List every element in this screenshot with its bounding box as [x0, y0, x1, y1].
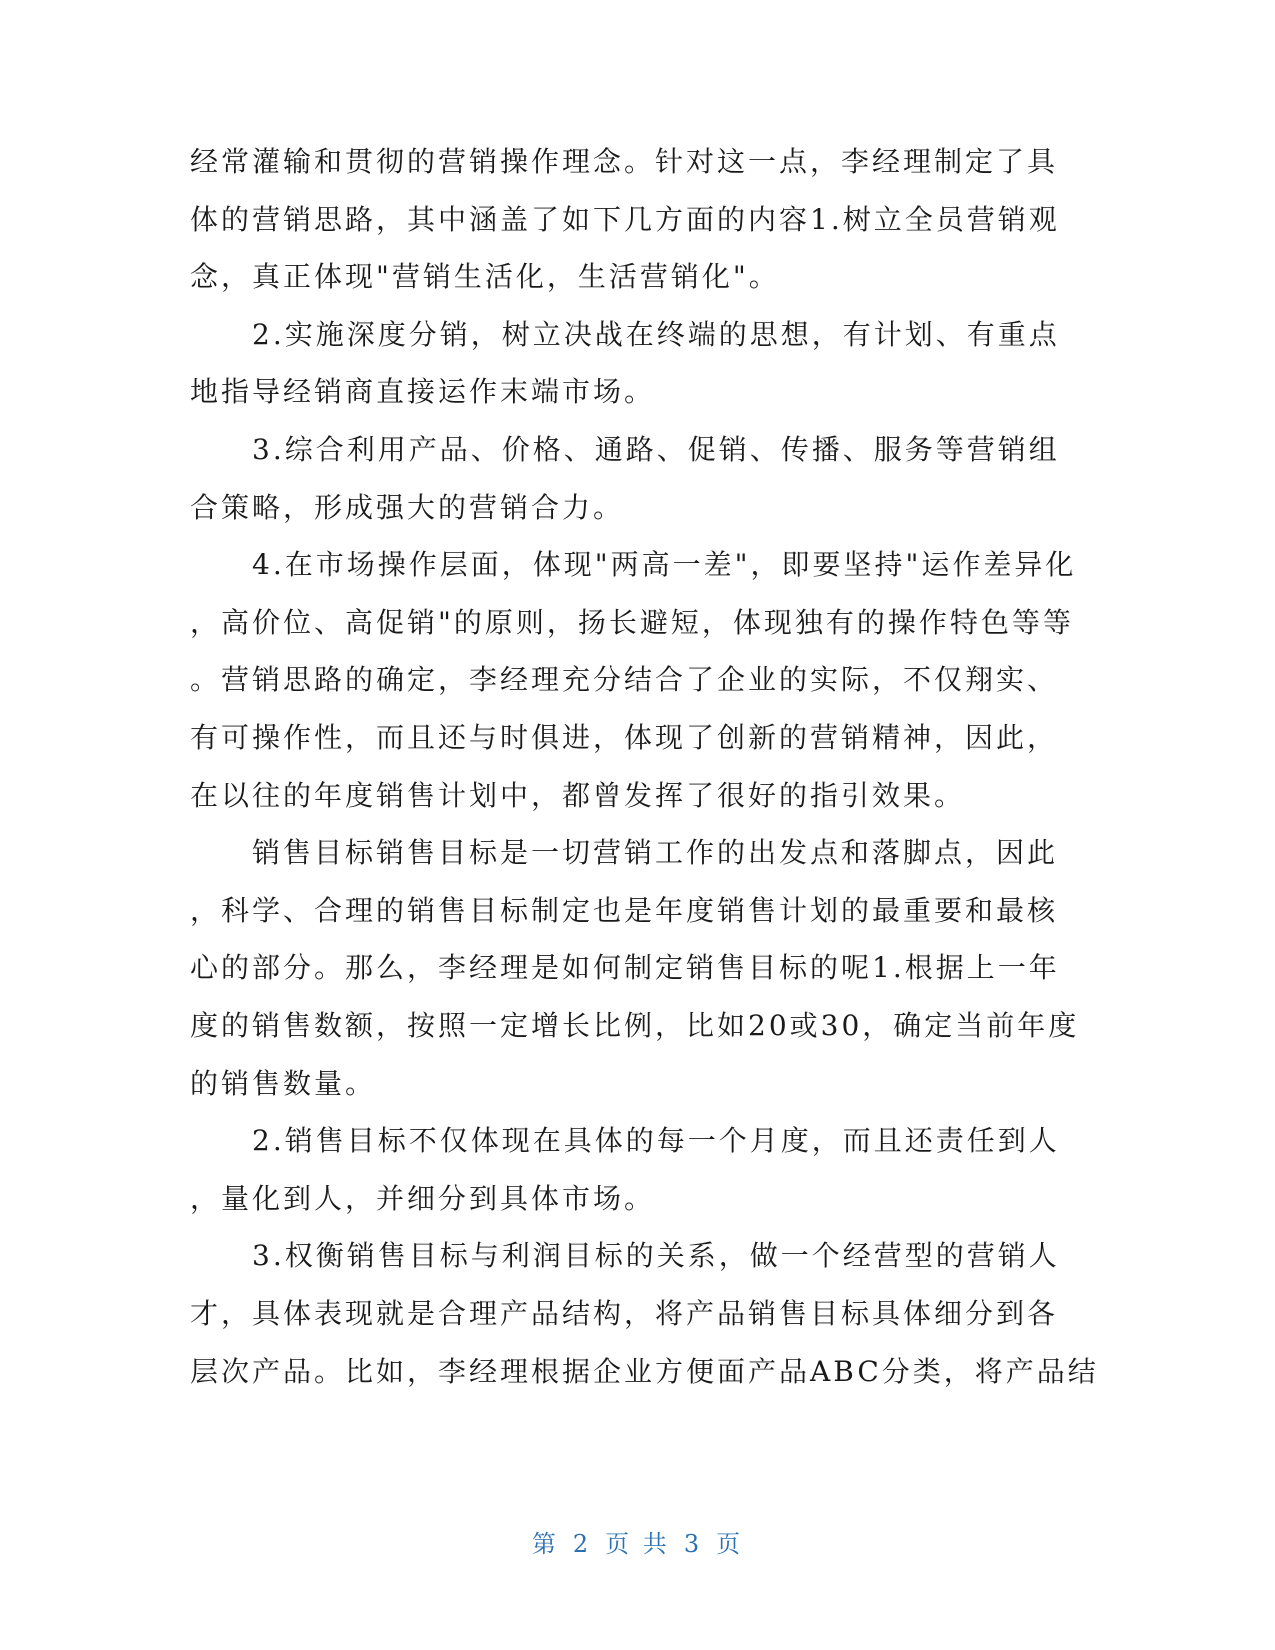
text-line: 度的销售数额，按照一定增长比例，比如20或30，确定当前年度	[190, 1009, 1080, 1042]
footer-middle: 页 共	[605, 1530, 670, 1558]
footer-prefix: 第	[531, 1530, 559, 1558]
text-line: 经常灌输和贯彻的营销操作理念。针对这一点，李经理制定了具	[190, 145, 1059, 178]
text-line: 销售目标销售目标是一切营销工作的出发点和落脚点，因此	[190, 836, 1059, 870]
text-line: ，科学、合理的销售目标制定也是年度销售计划的最重要和最核	[190, 893, 1059, 927]
text-line: ，高价位、高促销"的原则，扬长避短，体现独有的操作特色等等	[190, 605, 1074, 639]
footer-suffix: 页	[716, 1530, 744, 1558]
text-line: 2.销售目标不仅体现在具体的每一个月度，而且还责任到人	[190, 1124, 1060, 1158]
text-line: 层次产品。比如，李经理根据企业方便面产品ABC分类，将产品结	[190, 1354, 1099, 1388]
text-line: 有可操作性，而且还与时俱进，体现了创新的营销精神，因此，	[190, 721, 1059, 754]
text-line: 的销售数量。	[190, 1066, 377, 1100]
page-footer	[0, 1528, 1275, 1560]
text-line: 体的营销思路，其中涵盖了如下几方面的内容1.树立全员营销观	[190, 202, 1060, 236]
text-line: 心的部分。那么，李经理是如何制定销售目标的呢1.根据上一年	[190, 951, 1060, 985]
text-line: 3.综合利用产品、价格、通路、促销、传播、服务等营销组	[190, 433, 1060, 466]
text-line: 合策略，形成强大的营销合力。	[190, 490, 625, 524]
text-line: 。营销思路的确定，李经理充分结合了企业的实际，不仅翔实、	[190, 663, 1059, 697]
text-line: 在以往的年度销售计划中，都曾发挥了很好的指引效果。	[190, 778, 966, 812]
text-line: 3.权衡销售目标与利润目标的关系，做一个经营型的营销人	[190, 1239, 1060, 1273]
text-line: 才，具体表现就是合理产品结构，将产品销售目标具体细分到各	[190, 1297, 1059, 1330]
text-line: 2.实施深度分销，树立决战在终端的思想，有计划、有重点	[190, 317, 1060, 351]
text-line: 4.在市场操作层面，体现"两高一差"，即要坚持"运作差异化	[190, 548, 1077, 582]
text-line: 地指导经销商直接运作末端市场。	[190, 375, 656, 409]
footer-current-page: 2	[572, 1530, 592, 1558]
text-line: ，量化到人，并细分到具体市场。	[190, 1181, 656, 1215]
text-line: 念，真正体现"营销生活化，生活营销化"。	[190, 260, 780, 294]
footer-total-pages: 3	[683, 1530, 703, 1558]
